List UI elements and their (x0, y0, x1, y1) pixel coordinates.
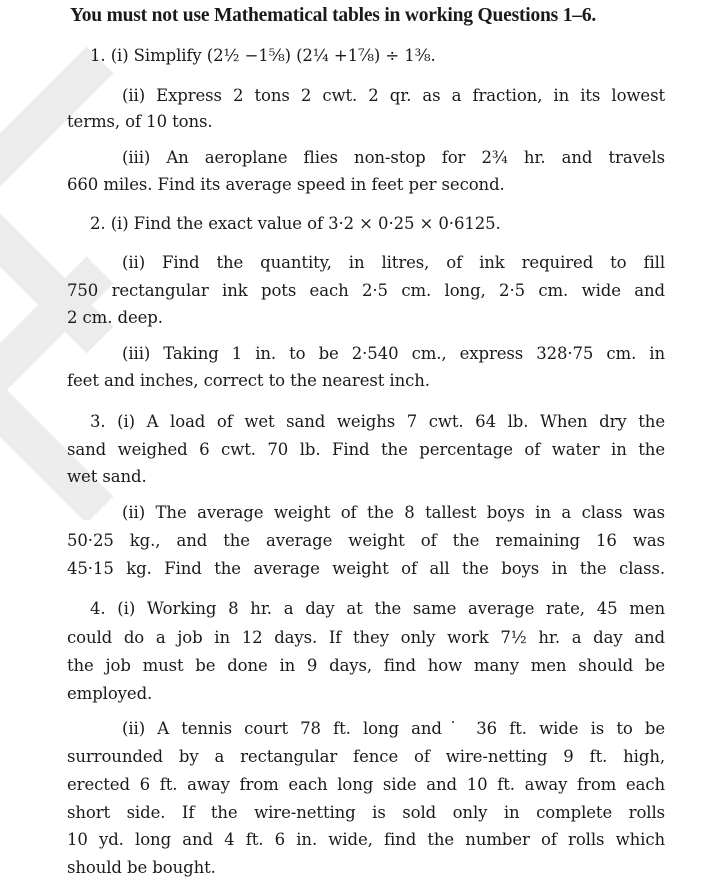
q4-part-ii-line2: surrounded by a rectangular fence of wire-netting 9 ft. high, (67, 747, 665, 766)
q2-part-ii-line2: 750 rectangular ink pots each 2·5 cm. long, 2·5 cm. wide and (67, 281, 665, 300)
q4-part-ii-line4: short side. If the wire-netting is sold only in complete rolls (67, 803, 665, 822)
q1-part-iii-line1: (iii) An aeroplane flies non-stop for 2¾ hr. and travels (122, 148, 665, 167)
q3-part-i-line3: wet sand. (67, 467, 147, 486)
q1-part-ii-line2: terms, of 10 tons. (67, 112, 213, 131)
q1-part-i: 1. (i) Simplify (2½ −1⅝) (2¼ +1⅞) ÷ 1⅜. (90, 46, 436, 65)
q2-part-iii-line2: feet and inches, correct to the nearest inch. (67, 371, 430, 390)
q3-part-ii-line2: 50·25 kg., and the average weight of the remaining 16 was (67, 531, 665, 550)
q3-part-i-line2: sand weighed 6 cwt. 70 lb. Find the percentage of water in the (67, 440, 665, 459)
q4-part-ii-line5: 10 yd. long and 4 ft. 6 in. wide, find the number of rolls which (67, 830, 665, 849)
q4-part-ii-line3: erected 6 ft. away from each long side and 10 ft. away from each (67, 775, 665, 794)
q3-part-ii-line1: (ii) The average weight of the 8 tallest boys in a class was (122, 503, 665, 522)
q2-part-i: 2. (i) Find the exact value of 3·2 × 0·25 × 0·6125. (90, 214, 501, 233)
q3-part-ii-line3: 45·15 kg. Find the average weight of all the boys in the class. (67, 559, 665, 578)
q1-part-iii-line2: 660 miles. Find its average speed in feet per second. (67, 175, 505, 194)
q4-part-ii-line1: (ii) A tennis court 78 ft. long and˙ 36 ft. wide is to be (122, 719, 665, 738)
q4-part-i-line1: 4. (i) Working 8 hr. a day at the same average rate, 45 men (90, 599, 665, 618)
q1-part-ii-line1: (ii) Express 2 tons 2 cwt. 2 qr. as a fraction, in its lowest (122, 86, 665, 105)
q4-part-i-line3: the job must be done in 9 days, find how many men should be (67, 656, 665, 675)
q4-part-ii-line6: should be bought. (67, 858, 216, 877)
q2-part-iii-line1: (iii) Taking 1 in. to be 2·540 cm., express 328·75 cm. in (122, 344, 665, 363)
q2-part-ii-line1: (ii) Find the quantity, in litres, of ink required to fill (122, 253, 665, 272)
q2-part-ii-line3: 2 cm. deep. (67, 308, 163, 327)
q3-part-i-line1: 3. (i) A load of wet sand weighs 7 cwt. 64 lb. When dry the (90, 412, 665, 431)
q4-part-i-line4: employed. (67, 684, 153, 703)
instructions-heading: You must not use Mathematical tables in working Questions 1–6. (70, 5, 597, 26)
q4-part-i-line2: could do a job in 12 days. If they only work 7½ hr. a day and (67, 628, 665, 647)
